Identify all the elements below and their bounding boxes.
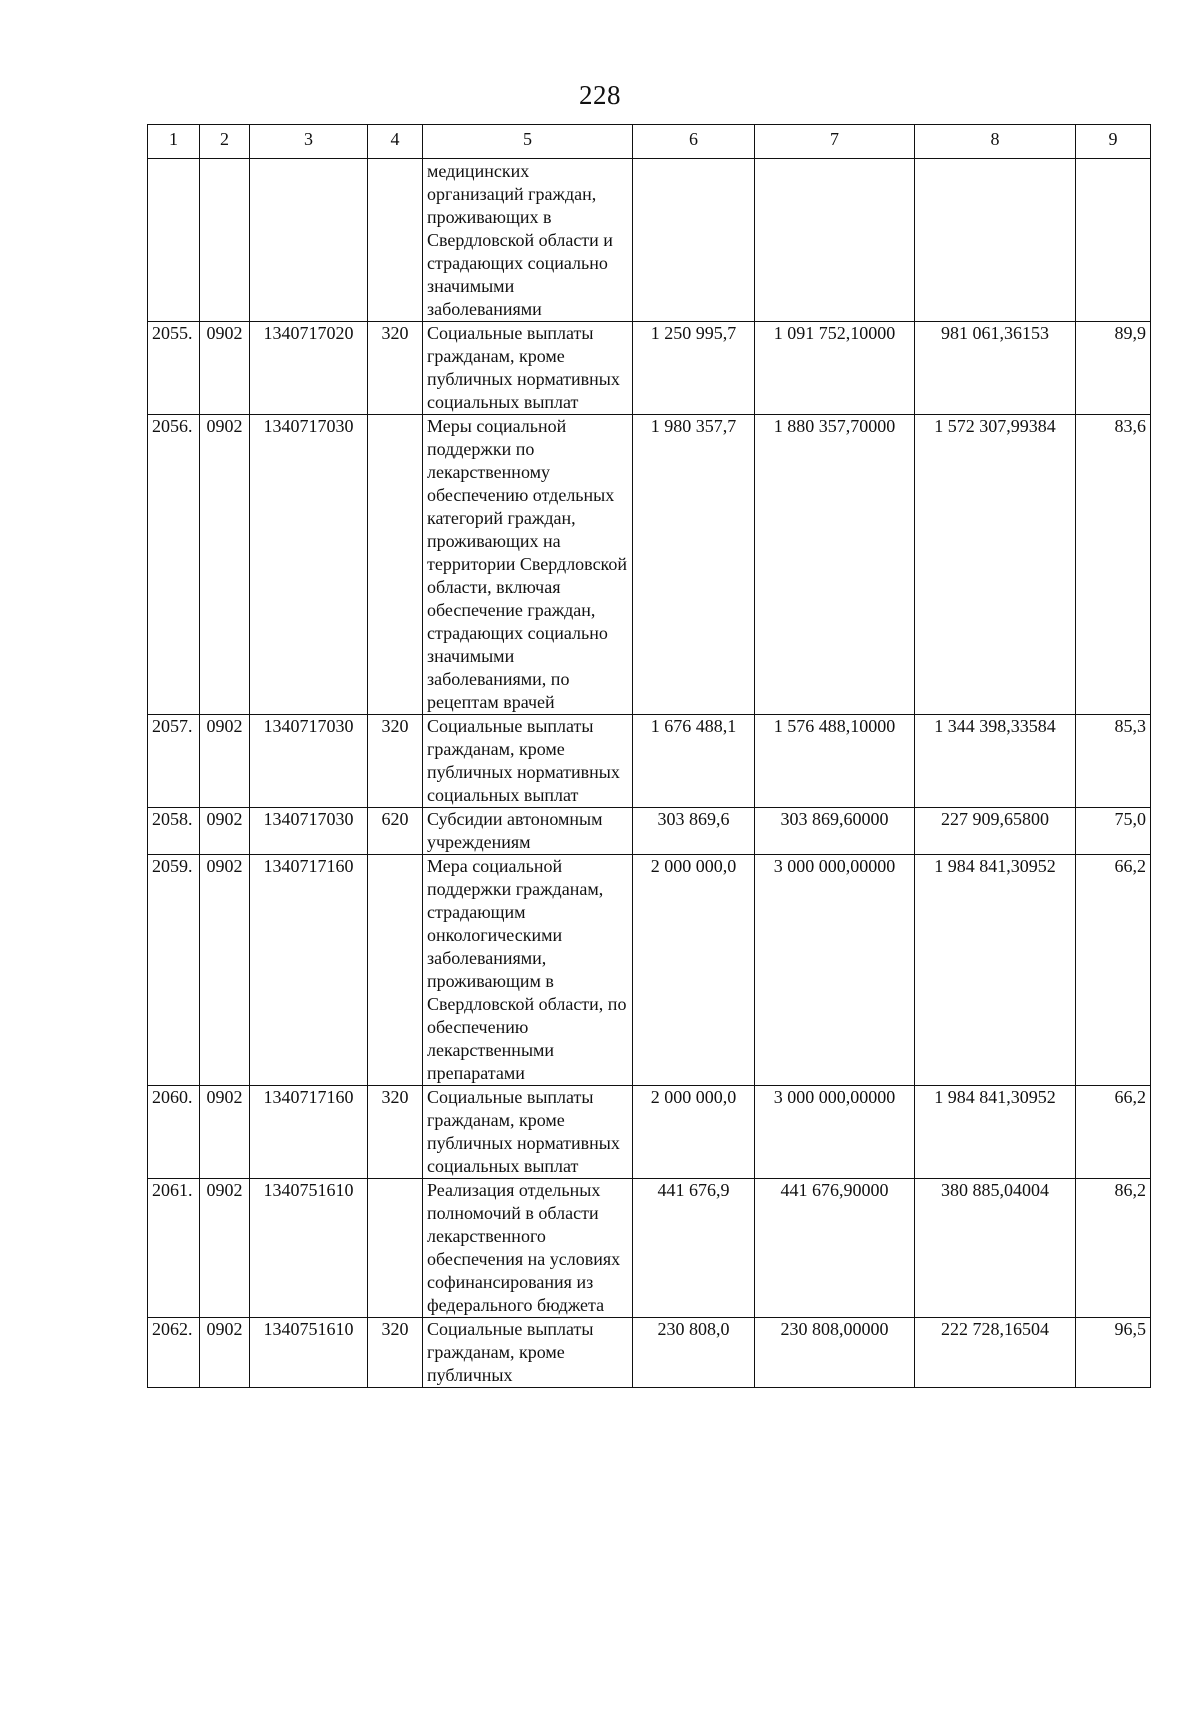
column-header: 2 [200,125,250,159]
cell-plan: 1 980 357,7 [633,415,755,715]
cell-plan: 1 676 488,1 [633,715,755,808]
cell-plan [633,159,755,322]
cell-target-code: 1340717160 [250,1086,368,1179]
table-row [148,808,1151,855]
header-row [148,125,1151,159]
cell-executed: 380 885,04004 [915,1179,1076,1318]
cell-section: 0902 [200,322,250,415]
cell-refined: 3 000 000,00000 [755,855,915,1086]
cell-section [200,159,250,322]
cell-refined [755,159,915,322]
cell-name: Социальные выплаты гражданам, кроме публичных нормативных социальных выплат [423,715,633,808]
column-header: 9 [1076,125,1151,159]
cell-refined: 3 000 000,00000 [755,1086,915,1179]
cell-percent: 86,2 [1076,1179,1151,1318]
cell-plan: 1 250 995,7 [633,322,755,415]
table-row [148,415,1151,715]
table-row [148,1179,1151,1318]
cell-refined: 1 576 488,10000 [755,715,915,808]
cell-name: Социальные выплаты гражданам, кроме публичных нормативных социальных выплат [423,322,633,415]
cell-name: Социальные выплаты гражданам, кроме публичных [423,1318,633,1388]
column-header: 4 [368,125,423,159]
cell-row-number: 2059. [148,855,200,1086]
cell-expense-kind [368,415,423,715]
cell-section: 0902 [200,855,250,1086]
page-number: 228 [579,80,621,110]
table-body [148,159,1151,1388]
cell-name: Социальные выплаты гражданам, кроме публичных нормативных социальных выплат [423,1086,633,1179]
cell-target-code: 1340717030 [250,715,368,808]
cell-plan: 2 000 000,0 [633,855,755,1086]
cell-section: 0902 [200,1086,250,1179]
table-row [148,1318,1151,1388]
cell-percent: 66,2 [1076,1086,1151,1179]
column-header: 5 [423,125,633,159]
cell-section: 0902 [200,1179,250,1318]
cell-row-number: 2056. [148,415,200,715]
cell-percent: 66,2 [1076,855,1151,1086]
cell-name: Реализация отдельных полномочий в области лекарственного обеспечения на условиях софинансирования из федерального бюджета [423,1179,633,1318]
cell-row-number [148,159,200,322]
cell-refined: 303 869,60000 [755,808,915,855]
cell-executed: 1 984 841,30952 [915,1086,1076,1179]
cell-refined: 230 808,00000 [755,1318,915,1388]
cell-executed: 1 572 307,99384 [915,415,1076,715]
table-header [148,125,1151,159]
cell-expense-kind: 620 [368,808,423,855]
cell-plan: 2 000 000,0 [633,1086,755,1179]
cell-target-code: 1340751610 [250,1318,368,1388]
column-header: 7 [755,125,915,159]
cell-expense-kind [368,159,423,322]
cell-expense-kind [368,855,423,1086]
cell-section: 0902 [200,1318,250,1388]
cell-executed [915,159,1076,322]
cell-expense-kind: 320 [368,715,423,808]
cell-name: Меры социальной поддержки по лекарственному обеспечению отдельных категорий граждан, проживающих на территории Свердловской области, включая обеспечение граждан, страдающих социально значимыми заболеваниями, по рецептам врачей [423,415,633,715]
column-header: 3 [250,125,368,159]
cell-row-number: 2062. [148,1318,200,1388]
cell-section: 0902 [200,415,250,715]
cell-expense-kind [368,1179,423,1318]
cell-executed: 1 344 398,33584 [915,715,1076,808]
cell-percent [1076,159,1151,322]
cell-target-code: 1340751610 [250,1179,368,1318]
cell-name: Субсидии автономным учреждениям [423,808,633,855]
cell-target-code: 1340717030 [250,415,368,715]
table-row [148,322,1151,415]
cell-expense-kind: 320 [368,322,423,415]
cell-executed: 227 909,65800 [915,808,1076,855]
cell-executed: 222 728,16504 [915,1318,1076,1388]
column-header: 6 [633,125,755,159]
cell-executed: 1 984 841,30952 [915,855,1076,1086]
cell-percent: 96,5 [1076,1318,1151,1388]
budget-table [147,124,1151,1388]
cell-target-code: 1340717160 [250,855,368,1086]
cell-percent: 85,3 [1076,715,1151,808]
cell-row-number: 2060. [148,1086,200,1179]
cell-executed: 981 061,36153 [915,322,1076,415]
cell-row-number: 2058. [148,808,200,855]
cell-target-code [250,159,368,322]
table-row-continued [148,159,1151,322]
cell-row-number: 2055. [148,322,200,415]
cell-expense-kind: 320 [368,1318,423,1388]
cell-row-number: 2061. [148,1179,200,1318]
cell-refined: 441 676,90000 [755,1179,915,1318]
cell-section: 0902 [200,808,250,855]
column-header: 8 [915,125,1076,159]
cell-plan: 441 676,9 [633,1179,755,1318]
cell-plan: 230 808,0 [633,1318,755,1388]
cell-name: медицинских организаций граждан, проживающих в Свердловской области и страдающих социально значимыми заболеваниями [423,159,633,322]
cell-percent: 89,9 [1076,322,1151,415]
table-row [148,855,1151,1086]
cell-refined: 1 880 357,70000 [755,415,915,715]
cell-target-code: 1340717020 [250,322,368,415]
cell-expense-kind: 320 [368,1086,423,1179]
cell-refined: 1 091 752,10000 [755,322,915,415]
cell-percent: 75,0 [1076,808,1151,855]
cell-plan: 303 869,6 [633,808,755,855]
column-header: 1 [148,125,200,159]
table-row [148,715,1151,808]
cell-row-number: 2057. [148,715,200,808]
cell-percent: 83,6 [1076,415,1151,715]
cell-target-code: 1340717030 [250,808,368,855]
table-row [148,1086,1151,1179]
cell-name: Мера социальной поддержки гражданам, страдающим онкологическими заболеваниями, проживающим в Свердловской области, по обеспечению лекарственными препаратами [423,855,633,1086]
cell-section: 0902 [200,715,250,808]
